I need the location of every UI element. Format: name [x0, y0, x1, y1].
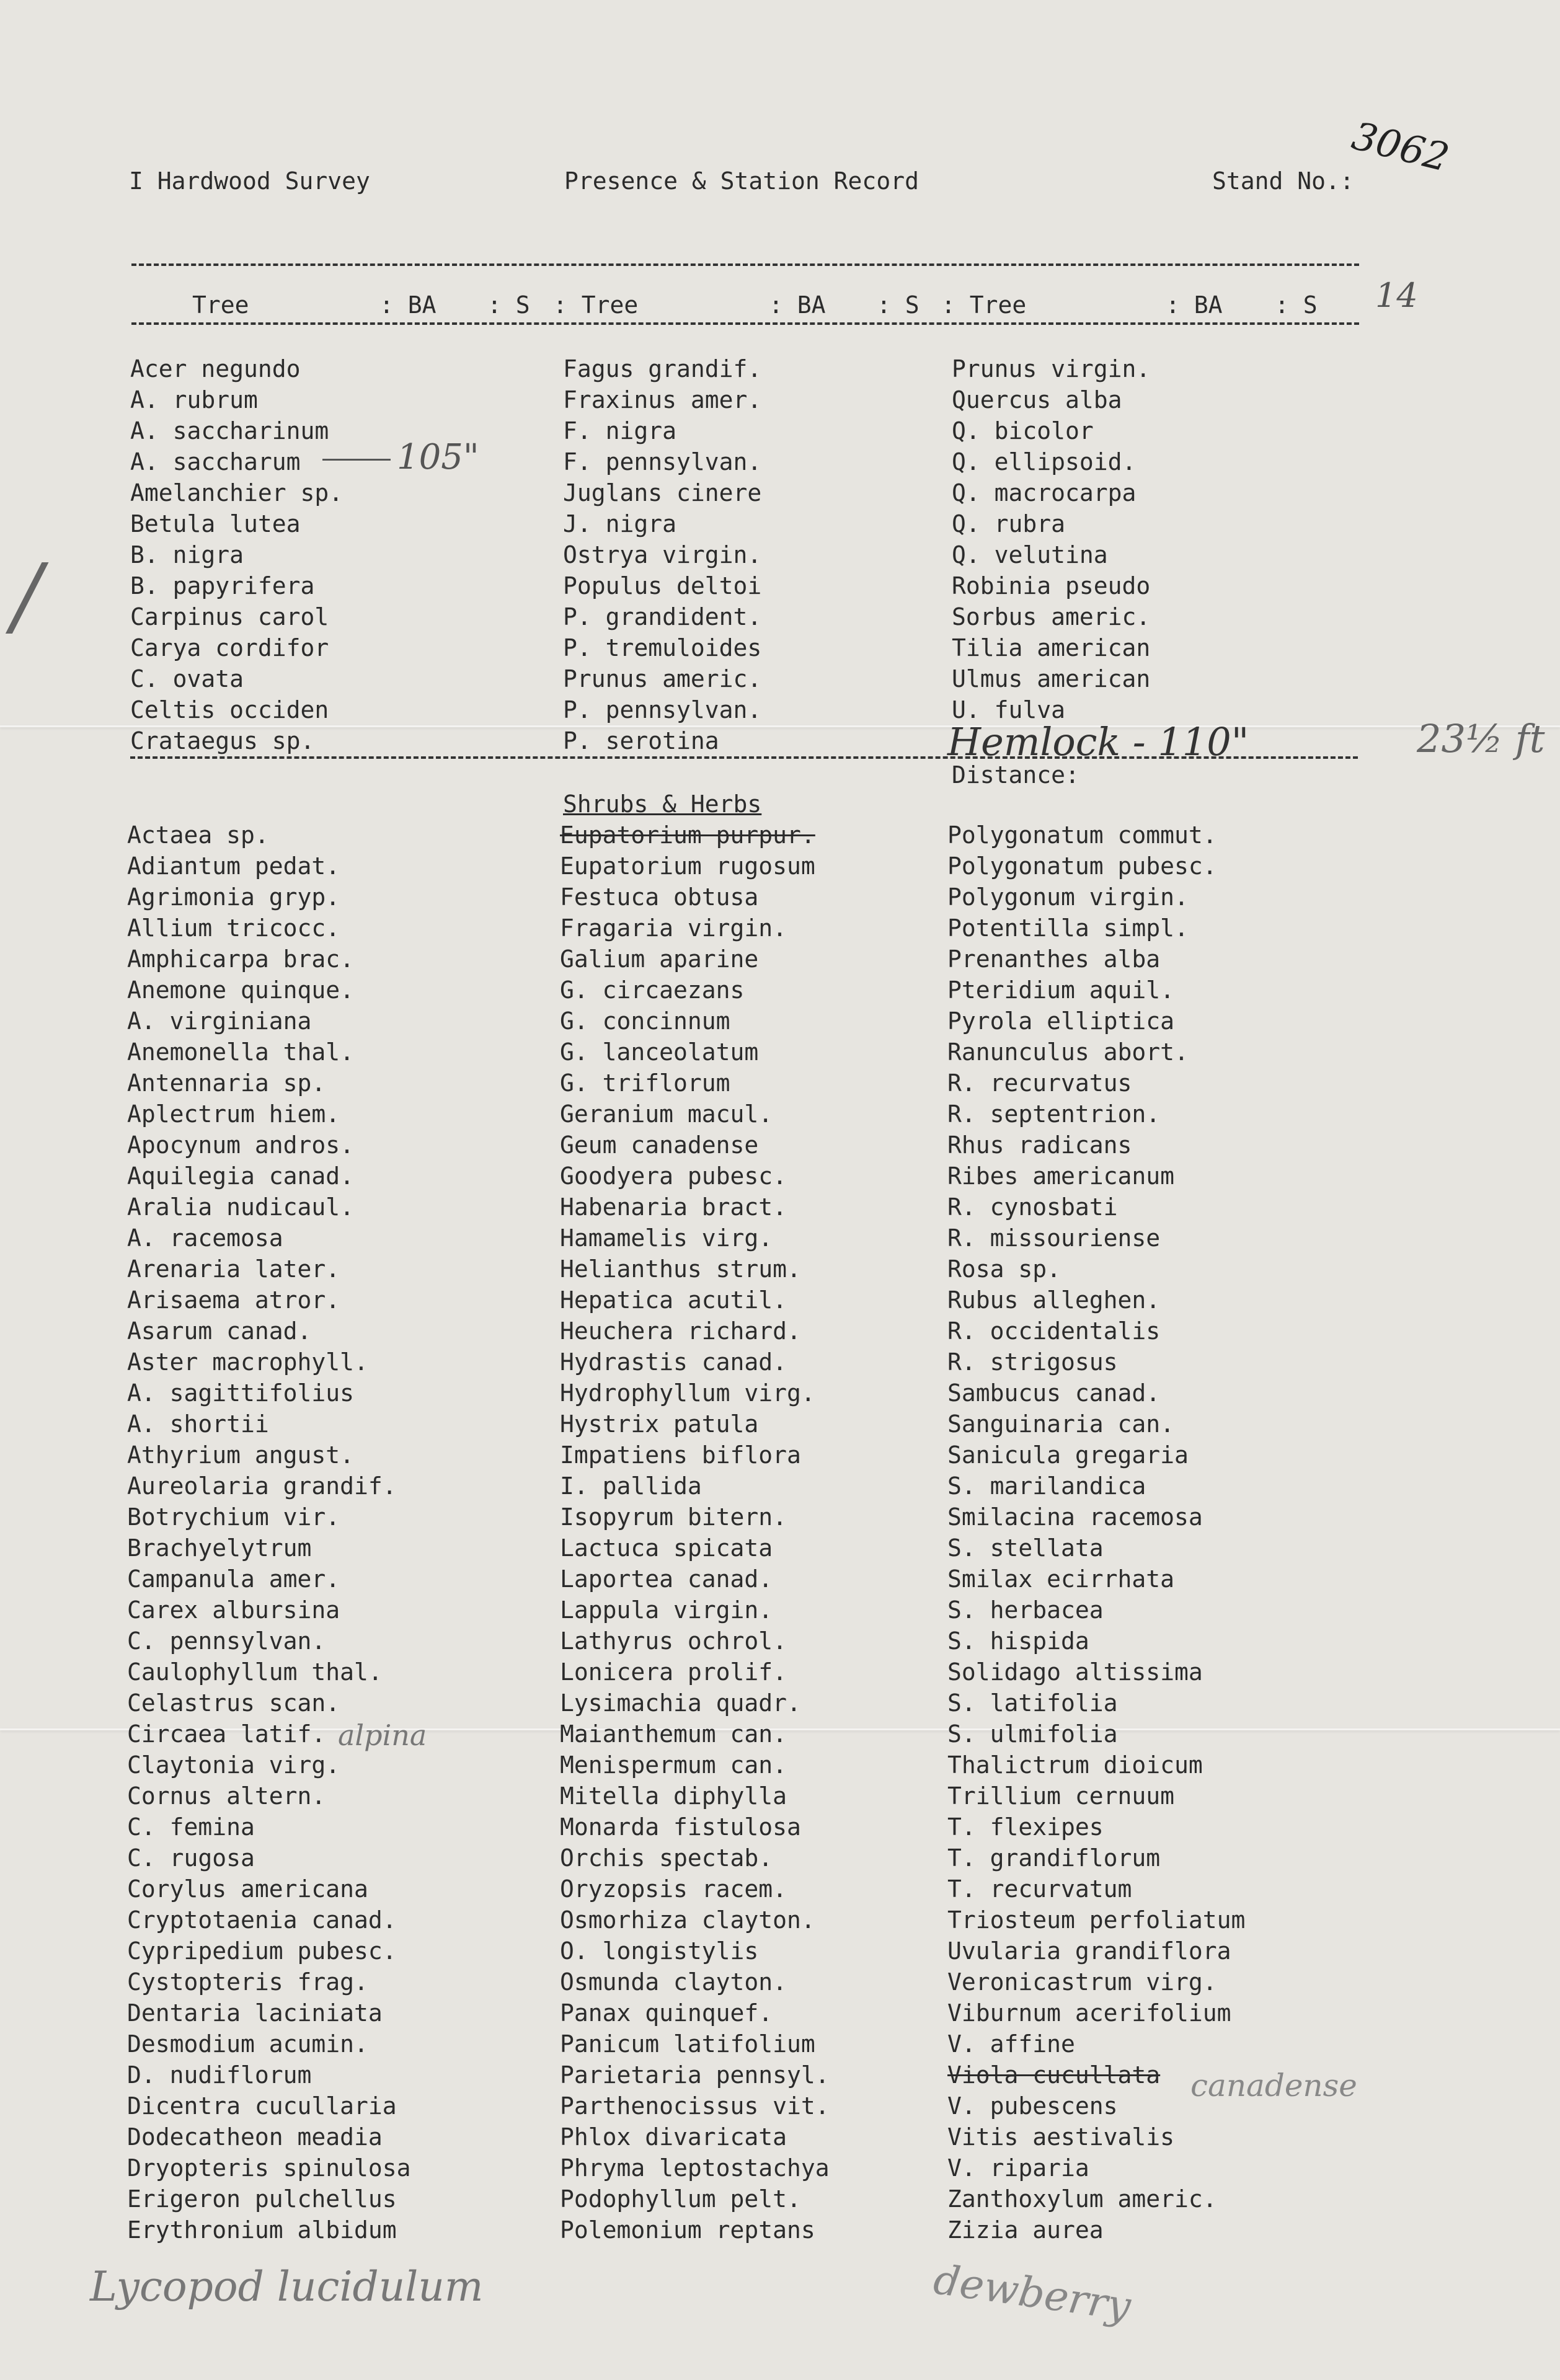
tree-item: Prunus americ.	[563, 665, 762, 692]
herb-item: Prenanthes alba	[947, 945, 1161, 973]
herbs-column-2	[560, 820, 830, 2245]
col-tree-2: : Tree	[553, 291, 639, 319]
herb-item: T. flexipes	[947, 1813, 1104, 1841]
herb-item: O. longistylis	[560, 1937, 759, 1965]
herb-item: Heuchera richard.	[560, 1317, 801, 1345]
herb-item: A. virginiana	[127, 1007, 312, 1035]
herb-item: Panax quinquef.	[560, 1999, 773, 2027]
herb-item: Hydrastis canad.	[560, 1348, 787, 1376]
herb-item: Cornus altern.	[127, 1782, 326, 1810]
herb-item: Aralia nudicaul.	[127, 1193, 355, 1221]
col-tree-3: : Tree	[941, 291, 1027, 319]
herb-item: Smilax ecirrhata	[947, 1565, 1175, 1593]
distance-label: Distance:	[952, 761, 1079, 789]
tree-item: Tilia american	[952, 634, 1151, 661]
tree-item: Q. ellipsoid.	[952, 448, 1137, 476]
herb-item: Sanicula gregaria	[947, 1441, 1189, 1469]
herb-item: Pteridium aquil.	[947, 976, 1175, 1004]
herb-item: Celastrus scan.	[127, 1689, 340, 1717]
herb-item: Carex albursina	[127, 1596, 340, 1624]
herb-item: Galium aparine	[560, 945, 759, 973]
herb-item: Triosteum perfoliatum	[947, 1906, 1246, 1934]
herb-item: Viola cucullata	[947, 2061, 1161, 2089]
herb-item: Hydrophyllum virg.	[560, 1379, 815, 1407]
herb-item: Goodyera pubesc.	[560, 1162, 787, 1190]
herb-item: T. grandiflorum	[947, 1844, 1161, 1872]
tree-item: P. pennsylvan.	[563, 696, 762, 723]
herb-item: A. sagittifolius	[127, 1379, 355, 1407]
tree-item: F. nigra	[563, 417, 677, 445]
herb-item: G. lanceolatum	[560, 1038, 759, 1066]
herb-item: Campanula amer.	[127, 1565, 340, 1593]
herb-item: Osmorhiza clayton.	[560, 1906, 815, 1934]
herb-item: Pyrola elliptica	[947, 1007, 1175, 1035]
herb-item: Cypripedium pubesc.	[127, 1937, 397, 1965]
col-s-1: : S	[487, 291, 530, 319]
herb-item: Rosa sp.	[947, 1255, 1061, 1283]
tree-item: Q. bicolor	[952, 417, 1094, 445]
tree-item: Celtis occiden	[130, 696, 329, 723]
herb-item: Asarum canad.	[127, 1317, 312, 1345]
herb-item: A. racemosa	[127, 1224, 283, 1252]
tree-item: C. ovata	[130, 665, 244, 692]
herb-item: Aster macrophyll.	[127, 1348, 368, 1376]
herb-item: I. pallida	[560, 1472, 702, 1500]
col-tree-1: Tree	[192, 291, 249, 319]
herb-item: R. occidentalis	[947, 1317, 1161, 1345]
herb-item: Sambucus canad.	[947, 1379, 1161, 1407]
herb-item: Agrimonia gryp.	[127, 883, 340, 911]
tree-item: B. papyrifera	[130, 572, 315, 599]
tree-item: B. nigra	[130, 541, 244, 568]
tree-item: P. tremuloides	[563, 634, 762, 661]
tree-item: Fraxinus amer.	[563, 386, 762, 414]
herb-item: Dicentra cucullaria	[127, 2092, 397, 2120]
herb-item: Vitis aestivalis	[947, 2123, 1175, 2151]
herb-item: Arenaria later.	[127, 1255, 340, 1283]
herb-item: G. circaezans	[560, 976, 745, 1004]
herb-item: Athyrium angust.	[127, 1441, 355, 1469]
herb-item: A. shortii	[127, 1410, 269, 1438]
herb-item: Smilacina racemosa	[947, 1503, 1203, 1531]
herb-item: S. latifolia	[947, 1689, 1118, 1717]
herb-item: R. recurvatus	[947, 1069, 1132, 1097]
col-ba-1: : BA	[379, 291, 437, 319]
herb-item: S. hispida	[947, 1627, 1089, 1655]
herb-item: Eupatorium purpur.	[560, 821, 815, 849]
herb-item: Dryopteris spinulosa	[127, 2154, 411, 2182]
trees-column-2	[563, 353, 761, 756]
herb-item: C. femina	[127, 1813, 255, 1841]
tree-item: J. nigra	[563, 510, 677, 537]
herb-item: Geum canadense	[560, 1131, 759, 1159]
herb-item: Hystrix patula	[560, 1410, 759, 1438]
herb-item: S. ulmifolia	[947, 1720, 1118, 1748]
herb-item: Solidago altissima	[947, 1658, 1203, 1686]
tree-item: Ostrya virgin.	[563, 541, 762, 568]
herbs-column-3	[947, 820, 1245, 2245]
herb-item: S. marilandica	[947, 1472, 1146, 1500]
herb-item: Adiantum pedat.	[127, 852, 340, 880]
herb-item: Veronicastrum virg.	[947, 1968, 1217, 1996]
herb-item: Uvularia grandiflora	[947, 1937, 1231, 1965]
herb-item: Polemonium reptans	[560, 2216, 815, 2244]
herb-item: Impatiens biflora	[560, 1441, 801, 1469]
lycopod-note: Lycopod lucidulum	[90, 2263, 484, 2311]
herb-item: S. stellata	[947, 1534, 1104, 1562]
herb-item: Corylus americana	[127, 1875, 368, 1903]
herb-item: Menispermum can.	[560, 1751, 787, 1779]
record-title: Presence & Station Record	[564, 167, 919, 195]
header-rule-top	[131, 263, 1359, 266]
herb-item: Thalictrum dioicum	[947, 1751, 1203, 1779]
col-s-2: : S	[877, 291, 920, 319]
herb-item: Osmunda clayton.	[560, 1968, 787, 1996]
herb-item: Potentilla simpl.	[947, 914, 1189, 942]
tree-item: Populus deltoi	[563, 572, 762, 599]
herb-item: Mitella diphylla	[560, 1782, 787, 1810]
herb-item: Anemonella thal.	[127, 1038, 355, 1066]
herb-item: Lappula virgin.	[560, 1596, 773, 1624]
herb-item: Sanguinaria can.	[947, 1410, 1175, 1438]
herb-item: V. pubescens	[947, 2092, 1118, 2120]
tree-item: Q. macrocarpa	[952, 479, 1137, 507]
herb-item: Aquilegia canad.	[127, 1162, 355, 1190]
herb-item: Amphicarpa brac.	[127, 945, 355, 973]
herb-item: Maianthemum can.	[560, 1720, 787, 1748]
herb-item: Hamamelis virg.	[560, 1224, 773, 1252]
header-count-note: 14	[1375, 276, 1418, 315]
tree-item: Carya cordifor	[130, 634, 329, 661]
herb-item: C. rugosa	[127, 1844, 255, 1872]
herb-item: V. affine	[947, 2030, 1075, 2058]
herb-item: Phryma leptostachya	[560, 2154, 830, 2182]
herb-item: Orchis spectab.	[560, 1844, 773, 1872]
herb-item: Claytonia virg.	[127, 1751, 340, 1779]
herb-item: Aureolaria grandif.	[127, 1472, 397, 1500]
herb-item: Apocynum andros.	[127, 1131, 355, 1159]
herb-item: R. cynosbati	[947, 1193, 1118, 1221]
herb-item: Polygonum virgin.	[947, 883, 1189, 911]
herb-item: G. triflorum	[560, 1069, 730, 1097]
herb-item: Anemone quinque.	[127, 976, 355, 1004]
herb-item: Arisaema atror.	[127, 1286, 340, 1314]
herb-item: Cryptotaenia canad.	[127, 1906, 397, 1934]
herb-item: Aplectrum hiem.	[127, 1100, 340, 1128]
tree-item: U. fulva	[952, 696, 1066, 723]
shrubs-herbs-heading: Shrubs & Herbs	[563, 790, 762, 818]
herbs-column-1	[127, 820, 411, 2245]
herb-item: Ranunculus abort.	[947, 1038, 1189, 1066]
herb-item: Polygonatum pubesc.	[947, 852, 1217, 880]
tree-item: Robinia pseudo	[952, 572, 1151, 599]
distance-value-note: 23½ ft	[1417, 716, 1545, 761]
tree-item: P. serotina	[563, 727, 719, 754]
herb-item: Antennaria sp.	[127, 1069, 326, 1097]
herb-item: Actaea sp.	[127, 821, 269, 849]
herb-item: Lonicera prolif.	[560, 1658, 787, 1686]
hemlock-note: Hemlock - 110"	[947, 719, 1249, 764]
herb-item: Festuca obtusa	[560, 883, 759, 911]
herb-item: Oryzopsis racem.	[560, 1875, 787, 1903]
tree-item: A. saccharinum	[130, 417, 329, 445]
tree-item: P. grandident.	[563, 603, 762, 630]
herb-item: Brachyelytrum	[127, 1534, 312, 1562]
herb-item: Phlox divaricata	[560, 2123, 787, 2151]
herb-item: Rhus radicans	[947, 1131, 1132, 1159]
herb-item: Erigeron pulchellus	[127, 2185, 397, 2213]
stand-label: Stand No.:	[1212, 167, 1354, 195]
herb-item: Lysimachia quadr.	[560, 1689, 801, 1717]
col-ba-3: : BA	[1166, 291, 1223, 319]
herb-item: Botrychium vir.	[127, 1503, 340, 1531]
herb-item: S. herbacea	[947, 1596, 1104, 1624]
herb-item: Rubus alleghen.	[947, 1286, 1161, 1314]
herb-item: R. strigosus	[947, 1348, 1118, 1376]
tree-item: A. saccharum	[130, 448, 301, 476]
herb-item: Zizia aurea	[947, 2216, 1104, 2244]
herb-item: Caulophyllum thal.	[127, 1658, 383, 1686]
tree-item: F. pennsylvan.	[563, 448, 762, 476]
viola-note: canadense	[1190, 2068, 1357, 2104]
herb-item: Circaea latif.	[127, 1720, 326, 1748]
herb-item: R. missouriense	[947, 1224, 1161, 1252]
herb-item: Parthenocissus vit.	[560, 2092, 830, 2120]
herb-item: Trillium cernuum	[947, 1782, 1175, 1810]
herb-item: Viburnum acerifolium	[947, 1999, 1231, 2027]
margin-mark: /	[12, 546, 42, 647]
herb-item: Cystopteris frag.	[127, 1968, 368, 1996]
herb-item: Habenaria bract.	[560, 1193, 787, 1221]
tree-item: Prunus virgin.	[952, 355, 1151, 383]
herb-item: Allium tricocc.	[127, 914, 340, 942]
tree-item: Betula lutea	[130, 510, 301, 537]
trees-column-1	[130, 353, 343, 756]
tree-item: Carpinus carol	[130, 603, 329, 630]
herb-item: D. nudiflorum	[127, 2061, 312, 2089]
herb-item: Eupatorium rugosum	[560, 852, 815, 880]
herb-item: Geranium macul.	[560, 1100, 773, 1128]
herb-item: Zanthoxylum americ.	[947, 2185, 1217, 2213]
col-ba-2: : BA	[769, 291, 826, 319]
tree-item: Q. rubra	[952, 510, 1066, 537]
herb-item: Lathyrus ochrol.	[560, 1627, 787, 1655]
header-rule-bottom	[131, 322, 1359, 325]
tree-item: Acer negundo	[130, 355, 301, 383]
tree-item: Crataegus sp.	[130, 727, 315, 754]
herb-item: Lactuca spicata	[560, 1534, 773, 1562]
dewberry-note: dewberry	[931, 2255, 1134, 2330]
survey-title: I Hardwood Survey	[129, 167, 370, 195]
col-s-3: : S	[1275, 291, 1318, 319]
herb-item: Dodecatheon meadia	[127, 2123, 383, 2151]
herb-item: Ribes americanum	[947, 1162, 1175, 1190]
herb-item: Fragaria virgin.	[560, 914, 787, 942]
tree-item: Sorbus americ.	[952, 603, 1151, 630]
herb-item: C. pennsylvan.	[127, 1627, 326, 1655]
herb-item: Dentaria laciniata	[127, 1999, 383, 2027]
herb-item: Podophyllum pelt.	[560, 2185, 801, 2213]
herb-item: Isopyrum bitern.	[560, 1503, 787, 1531]
herb-item: Laportea canad.	[560, 1565, 773, 1593]
tree-item: A. rubrum	[130, 386, 258, 414]
herb-item: T. recurvatum	[947, 1875, 1132, 1903]
herb-item: G. concinnum	[560, 1007, 730, 1035]
tree-item: Q. velutina	[952, 541, 1108, 568]
herb-item: V. riparia	[947, 2154, 1089, 2182]
herb-item: R. septentrion.	[947, 1100, 1161, 1128]
herb-item: Parietaria pennsyl.	[560, 2061, 830, 2089]
tree-item: Quercus alba	[952, 386, 1122, 414]
herb-item: Helianthus strum.	[560, 1255, 801, 1283]
trees-column-3	[952, 353, 1150, 725]
herb-item: Polygonatum commut.	[947, 821, 1217, 849]
tree-item: Fagus grandif.	[563, 355, 762, 383]
herb-item: Desmodium acumin.	[127, 2030, 368, 2058]
saccharum-ba-note: 105"	[322, 437, 479, 477]
herb-item: Hepatica acutil.	[560, 1286, 787, 1314]
herb-item: Panicum latifolium	[560, 2030, 815, 2058]
tree-item: Amelanchier sp.	[130, 479, 343, 507]
circaea-note: alpina	[338, 1719, 427, 1752]
stand-number: 3062	[1347, 112, 1454, 181]
herb-item: Monarda fistulosa	[560, 1813, 801, 1841]
herb-item: Erythronium albidum	[127, 2216, 397, 2244]
tree-item: Ulmus american	[952, 665, 1151, 692]
tree-section-rule	[130, 756, 1358, 759]
tree-item: Juglans cinere	[563, 479, 762, 507]
